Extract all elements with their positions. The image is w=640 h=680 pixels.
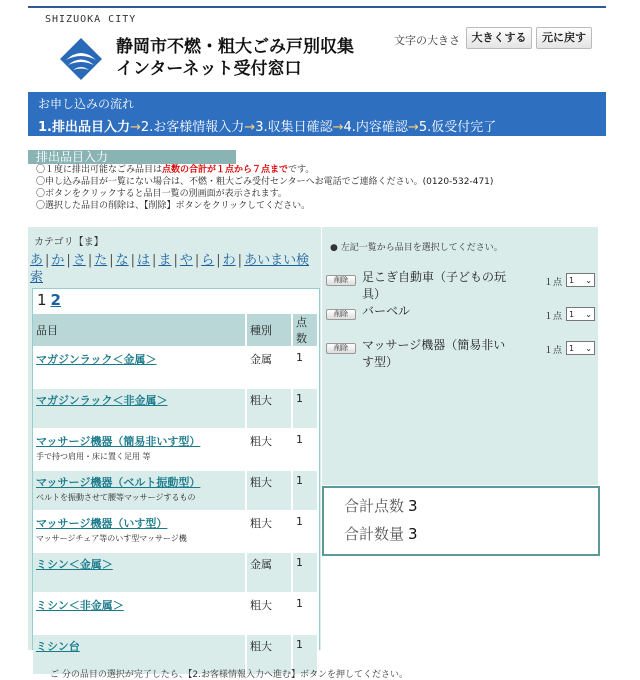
flow-step-2: 2.お客様情報入力 [140, 120, 245, 135]
total-count: 合計数量 3 [344, 525, 418, 543]
item-type: 粗大 [247, 594, 293, 635]
title-line-2: インターネット受付窓口 [116, 59, 302, 79]
selected-item-unit: １点 [544, 312, 563, 322]
selected-item-unit: １点 [544, 278, 563, 288]
item-type: 金属 [247, 553, 293, 594]
kana-link-ka[interactable]: か [51, 253, 65, 268]
table-row [33, 348, 319, 389]
category-panel [28, 227, 321, 653]
table-row [33, 594, 319, 635]
item-type: 粗大 [247, 512, 293, 553]
delete-button[interactable]: 削除 [326, 275, 356, 286]
item-points: 1 [293, 594, 319, 635]
kana-link-sa[interactable]: さ [72, 253, 86, 268]
item-points: 1 [293, 635, 319, 676]
item-link[interactable]: マガジンラック＜非金属＞ [36, 394, 168, 407]
category-label: カテゴリ【ま】 [34, 237, 104, 248]
selected-items-panel [322, 227, 598, 485]
item-link[interactable]: マッサージ機器（いす型） [36, 517, 168, 530]
chevron-down-icon: ⌄ [585, 343, 592, 353]
flow-step-3: 3.収集日確認 [255, 120, 333, 135]
kana-link-ya[interactable]: や [179, 253, 193, 268]
quantity-select[interactable]: 1 ⌄ [566, 273, 595, 287]
selected-item-name: バーベル [362, 304, 411, 318]
flow-heading: お申し込みの流れ [38, 97, 135, 111]
item-description: 手で持つ肩用・床に置く足用 等 [36, 452, 151, 461]
item-type: 粗大 [247, 635, 293, 676]
font-reset-button[interactable]: 元に戻す [536, 27, 592, 49]
table-row [33, 553, 319, 594]
flow-step-4: 4.内容確認 [343, 120, 408, 135]
item-points: 1 [293, 348, 319, 389]
item-points: 1 [293, 471, 319, 512]
city-label: SHIZUOKA CITY [45, 14, 137, 25]
section-title: 排出品目入力 [28, 150, 236, 164]
item-link[interactable]: ミシン＜金属＞ [36, 558, 113, 571]
page-current: 1 [37, 291, 47, 309]
table-row [33, 430, 319, 471]
item-link[interactable]: マッサージ機器（簡易非いす型） [36, 435, 201, 448]
shizuoka-city-logo-icon [58, 36, 104, 82]
instruction-notes [36, 164, 493, 212]
chevron-down-icon: ⌄ [585, 275, 592, 285]
item-link[interactable]: ミシン＜非金属＞ [36, 599, 124, 612]
flow-arrow: → [244, 120, 256, 135]
quantity-select[interactable]: 1 ⌄ [566, 341, 595, 355]
flow-step-1: 1.排出品目入力 [38, 120, 130, 135]
fuzzy-search-link[interactable]: あいまい検索 [30, 253, 310, 285]
kana-link-ha[interactable]: は [137, 253, 151, 268]
note-limit-highlight: 点数の合計が１点から７点まで [162, 165, 289, 175]
chevron-down-icon: ⌄ [585, 309, 592, 319]
delete-button[interactable]: 削除 [326, 309, 356, 320]
item-link[interactable]: ミシン台 [36, 640, 80, 653]
font-size-label: 文字の大きさ [394, 34, 460, 47]
total-points: 合計点数 3 [344, 497, 418, 515]
footer-instruction: ご 分の品目の選択が完了したら、【2.お客様情報入力へ進む】ボタンを押してください。 [50, 670, 408, 680]
quantity-select[interactable]: 1 ⌄ [566, 307, 595, 321]
table-row [33, 512, 319, 553]
kana-index: あ | か | さ | た | な | は | ま | や | ら | わ | あいまい検索 [30, 253, 310, 285]
item-description: マッサージチェア等のいす型マッサージ機 [36, 534, 187, 543]
item-table [33, 314, 319, 676]
selected-heading: ● 左記一覧から品目を選択してください。 [330, 243, 503, 253]
kana-link-ta[interactable]: た [94, 253, 108, 268]
kana-link-ma[interactable]: ま [158, 253, 172, 268]
kana-link-wa[interactable]: わ [222, 253, 236, 268]
column-header-name: 品目 [33, 314, 247, 348]
flow-steps [38, 116, 496, 135]
flow-step-5: 5.仮受付完了 [418, 120, 497, 135]
flow-arrow: → [407, 120, 419, 135]
title-line-1: 静岡市不燃・粗大ごみ戸別収集 [116, 37, 354, 57]
note-delete: 〇選択した品目の削除は、【削除】ボタンをクリックしてください。 [36, 201, 311, 211]
kana-link-a[interactable]: あ [30, 253, 44, 268]
selected-item-name: 足こぎ自動車（子どもの玩具） [362, 270, 507, 301]
item-points: 1 [293, 430, 319, 471]
selected-item-unit: １点 [544, 346, 563, 356]
item-points: 1 [293, 553, 319, 594]
pagination [37, 291, 61, 309]
kana-link-na[interactable]: な [115, 253, 129, 268]
item-points: 1 [293, 389, 319, 430]
item-link[interactable]: マッサージ機器（ベルト振動型） [36, 476, 201, 489]
flow-arrow: → [129, 120, 141, 135]
total-count-value: 3 [408, 525, 418, 543]
total-points-value: 3 [408, 497, 418, 515]
item-link[interactable]: マガジンラック＜金属＞ [36, 353, 157, 366]
item-points: 1 [293, 512, 319, 553]
header-top-line [28, 6, 606, 8]
selected-item-name: マッサージ機器（簡易非いす型） [362, 338, 506, 369]
totals-box [322, 486, 600, 556]
item-type: 金属 [247, 348, 293, 389]
flow-arrow: → [332, 120, 344, 135]
delete-button[interactable]: 削除 [326, 343, 356, 354]
page-link-2[interactable]: 2 [50, 291, 61, 309]
table-row [33, 471, 319, 512]
item-type: 粗大 [247, 389, 293, 430]
font-enlarge-button[interactable]: 大きくする [466, 27, 532, 49]
column-header-points: 点数 [293, 314, 319, 348]
item-type: 粗大 [247, 471, 293, 512]
application-flow-bar [28, 92, 606, 136]
item-type: 粗大 [247, 430, 293, 471]
page-title [116, 36, 354, 80]
item-description: ベルトを振動させて腰等マッサージするもの [36, 493, 196, 502]
item-list-box [32, 288, 320, 653]
table-row [33, 389, 319, 430]
note-list: 〇ボタンをクリックすると品目一覧の別画面が表示されます。 [36, 189, 287, 199]
column-header-type: 種別 [247, 314, 293, 348]
note-limit: 〇１度に排出可能なごみ品目は点数の合計が１点から７点までです。 [36, 165, 315, 175]
note-phone: 〇申し込み品目が一覧にない場合は、不燃・粗大ごみ受付センターへお電話でご連絡ください。(0120-532-471) [36, 177, 494, 187]
kana-link-ra[interactable]: ら [201, 253, 215, 268]
